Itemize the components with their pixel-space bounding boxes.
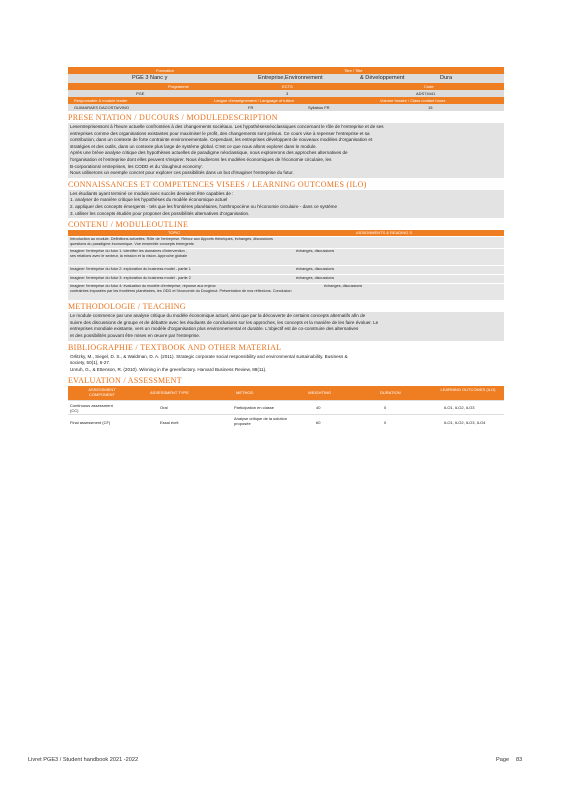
presentation-line: Lesentreprisessont à l'heure actuelle confrontées à des changements sociétaux. Les hypothèsesnéoclassiques concernant le rôle de l'entreprise et de ses <box>70 124 384 129</box>
langue-label: Langue d'enseignement / Language of tuition <box>214 98 294 103</box>
outline-topic: Imaginer l'entreprise du futur 3: exploration du business model - partie 2 <box>70 276 191 281</box>
eval-method: Analyse critique de la solution proposée <box>234 416 287 427</box>
programme-value: PGE <box>136 91 145 96</box>
ilo-heading: CONNAISSANCES ET COMPETENCES VISEES / LEARNING OUTCOMES (ILO) <box>68 179 367 189</box>
ilo-line: 2. appliquer des concepts émergents - tels que les frontières planétaires, l'anthropocène ou l'économie circulaire - dans ce système <box>70 203 338 209</box>
eval-table-header <box>68 386 504 400</box>
header-value-row-1 <box>68 74 504 83</box>
outline-row <box>68 236 504 248</box>
footer-page-number: 83 <box>516 757 523 763</box>
biblio-heading: BIBLIOGRAPHIE / TEXTBOOK AND OTHER MATERIAL <box>68 342 282 352</box>
method-heading: METHODOLOGIE / TEACHING <box>68 302 186 312</box>
langue-value: FR <box>248 105 254 110</box>
header-label-row-3 <box>68 97 504 104</box>
programme-label: Programme <box>168 84 189 89</box>
outline-assign: échanges, discussions <box>296 267 335 272</box>
eval-type: Essai écrit <box>160 420 179 426</box>
outline-topic-2: questions du paradigme économique. Vue ensemble concepts émergents <box>70 242 194 247</box>
syllabus-page <box>68 67 504 430</box>
ilo-line: 1. analyser de manière critique les hypothèses du modèle économique actuel <box>70 197 228 203</box>
footer-handbook-label: Livret PGE3 / Student handbook 2021 -2022 <box>28 757 139 763</box>
outline-topic: Imaginer l'entreprise du futur 4: évaluation du modèle d'entreprise, réponse aux enjeux <box>70 284 216 289</box>
outline-assign: échanges, discussions <box>296 276 335 281</box>
eval-head-component: ASSESSMENT COMPONENT <box>88 387 116 398</box>
ilo-line: Les étudiants ayant terminé ce module avec succès devraient être capables de : <box>70 190 234 196</box>
outline-assign: échanges, discussions <box>296 249 335 254</box>
ects-label: ECTS <box>282 84 293 89</box>
eval-head-method: METHOD <box>236 390 254 396</box>
eval-head-weighting: WEIGHTING <box>308 390 332 396</box>
eval-weighting: 60 <box>316 420 321 426</box>
biblio-line: society, 50(1), 6-27. <box>70 360 111 366</box>
eval-duration: 0 <box>384 420 387 426</box>
eval-ilo: ILO1, ILO2, ILO3 <box>444 405 475 411</box>
ilo-line: 3. utiliser les concepts étudiés pour proposer des possibilités alternatives d'organisation. <box>70 210 250 216</box>
biblio-body <box>68 353 504 375</box>
presentation-line: Nous utiliserons un exemple concret pour explorer ces possibilités dans un but d'imaginer l'entreprise du futur. <box>70 170 294 176</box>
eval-head-ilo: LEARNING OUTCOMES (ILO) <box>440 387 496 393</box>
volume-label: Volume horaire / Class contact hours <box>380 98 446 103</box>
outline-topic-2: ses relations avec le secteur, la mission et la vision. Approche globale <box>70 254 188 259</box>
presentation-line: Après une brève analyse critique des hypothèses actuelles de paradigme néoclassique, nous explorerons des approches alternatives de <box>70 150 348 156</box>
biblio-line: Orlitzky, M., Siegel, D. S., & Waldman, D. A. (2011). Strategic corporate social responsibility and environmental sustainability. Business & <box>70 353 348 359</box>
ilo-body <box>68 190 504 218</box>
presentation-body <box>68 123 504 178</box>
outline-topic: Introduction au module. Définitions actuelles. Rôle de l'entreprise. Retour aux Apports théoriques, échanges, discussions <box>70 237 273 242</box>
header-value-row-2 <box>68 90 504 97</box>
method-line: Le module commence par une analyse critique du modèle économique actuel, ainsi que par la découverte de certains concepts alternatifs afin de <box>70 313 366 319</box>
ects-value: 3 <box>286 91 289 96</box>
volume-value: 15 <box>428 105 433 110</box>
responsable-value: GUIMARAES DACOSTA/VINO <box>74 105 130 110</box>
contenu-heading: CONTENU / MODULEOUTLINE <box>68 220 189 230</box>
outline-topic: Imaginer l'entreprise du futur 1: identifier les domaines d'intervention , <box>70 249 187 254</box>
eval-weighting: 40 <box>316 405 321 411</box>
title-value-3: Dura <box>440 75 453 81</box>
responsable-label: Responsable & module leader <box>74 98 128 103</box>
titre-label: Titre / Title <box>344 68 363 73</box>
method-line: et des possibilités pouvant être mises en œuvre par l'entreprise. <box>70 332 201 338</box>
footer-page-label: Page <box>496 757 510 763</box>
outline-topic: Imaginer l'entreprise du futur 2: exploration du business model - partie 1 <box>70 267 191 272</box>
outline-row <box>68 265 504 274</box>
method-line: suivre des discussions de groupe et de débattre avec les étudiants de conclusions sur les approches, les concepts et la manière de les faire évoluer. Le <box>70 319 379 325</box>
presentation-heading: PRESE NTATION / DUCOURS / MODULEDESCRIPTION <box>68 113 278 122</box>
title-value: Entreprise,Environnement <box>258 75 323 81</box>
method-line: entreprises mondiale existante, vers un modèle d'organisation plus environnemental et durable. L'objectif est de co-construire des alternatives <box>70 326 359 332</box>
outline-row <box>68 283 504 300</box>
eval-heading: EVALUATION / ASSESSMENT <box>68 376 182 386</box>
presentation-line: B-corporations/ entreprises, les CODD et du 'doughnut economy'. <box>70 163 204 169</box>
method-body <box>68 312 504 340</box>
outline-row <box>68 274 504 283</box>
formation-value: PGE 3 Nanc y <box>132 75 168 81</box>
syllabus-value: Syllabus FR <box>308 105 330 110</box>
header-label-row-2 <box>68 83 504 90</box>
eval-row <box>68 414 504 430</box>
eval-head-duration: DURATION <box>380 390 401 396</box>
outline-head-assign: ASSIGNMENTS & READING S <box>356 230 413 236</box>
code-label: Code <box>424 84 434 89</box>
presentation-line: contribution, dans un contexte de forte contrainte environnementale. Cependant, les entreprises développent de nouveaux modèles d'organisation et <box>70 137 373 143</box>
eval-type: Oral <box>160 405 168 411</box>
outline-row <box>68 248 504 265</box>
presentation-line: entreprises comme des organisations existantes pour maximiser le profit, des changements sont prévus. Ce cours vise à repenser l'entreprise et sa <box>70 130 370 136</box>
code-value: ADS74441 <box>416 91 436 96</box>
title-value-2: & Développement <box>360 75 405 81</box>
eval-head-type: ASSESSMENT TYPE <box>150 390 189 396</box>
outline-assign: échanges, discussions <box>324 284 363 289</box>
header-value-row-3 <box>68 104 504 111</box>
header-label-row-1 <box>68 67 504 74</box>
eval-method: Participation en classe <box>234 405 275 411</box>
eval-component: Final assessment (CF) <box>70 420 111 426</box>
formation-label: Formation <box>156 68 175 73</box>
presentation-line: stratégies et des outils, dans un contexte plus large de système global. C'est ce que nous allons explorer dans le module. <box>70 143 317 149</box>
eval-ilo: ILO1, ILO2, ILO3, ILO4 <box>444 420 486 426</box>
outline-head-topic: TOPIC <box>168 230 181 236</box>
presentation-line: l'organisation et l'entreprise dont elles peuvent s'inspirer. Nous étudierons les modèles économiques de l'économie circulaire, les <box>70 156 332 162</box>
eval-row <box>68 400 504 414</box>
eval-component: Continuous assessment (CC) <box>70 403 113 414</box>
biblio-line: Unruh, G., & Ettenson, R. (2010). Winning in the greenfactory. Harvard Business Review, 88(11). <box>70 366 267 372</box>
outline-topic-2: contraintes imposées par les frontières planétaires, les ODD et l'économie du Doughnut. Présentation de nos réflexions. Conclusion <box>70 289 292 294</box>
eval-duration: 0 <box>384 405 387 411</box>
